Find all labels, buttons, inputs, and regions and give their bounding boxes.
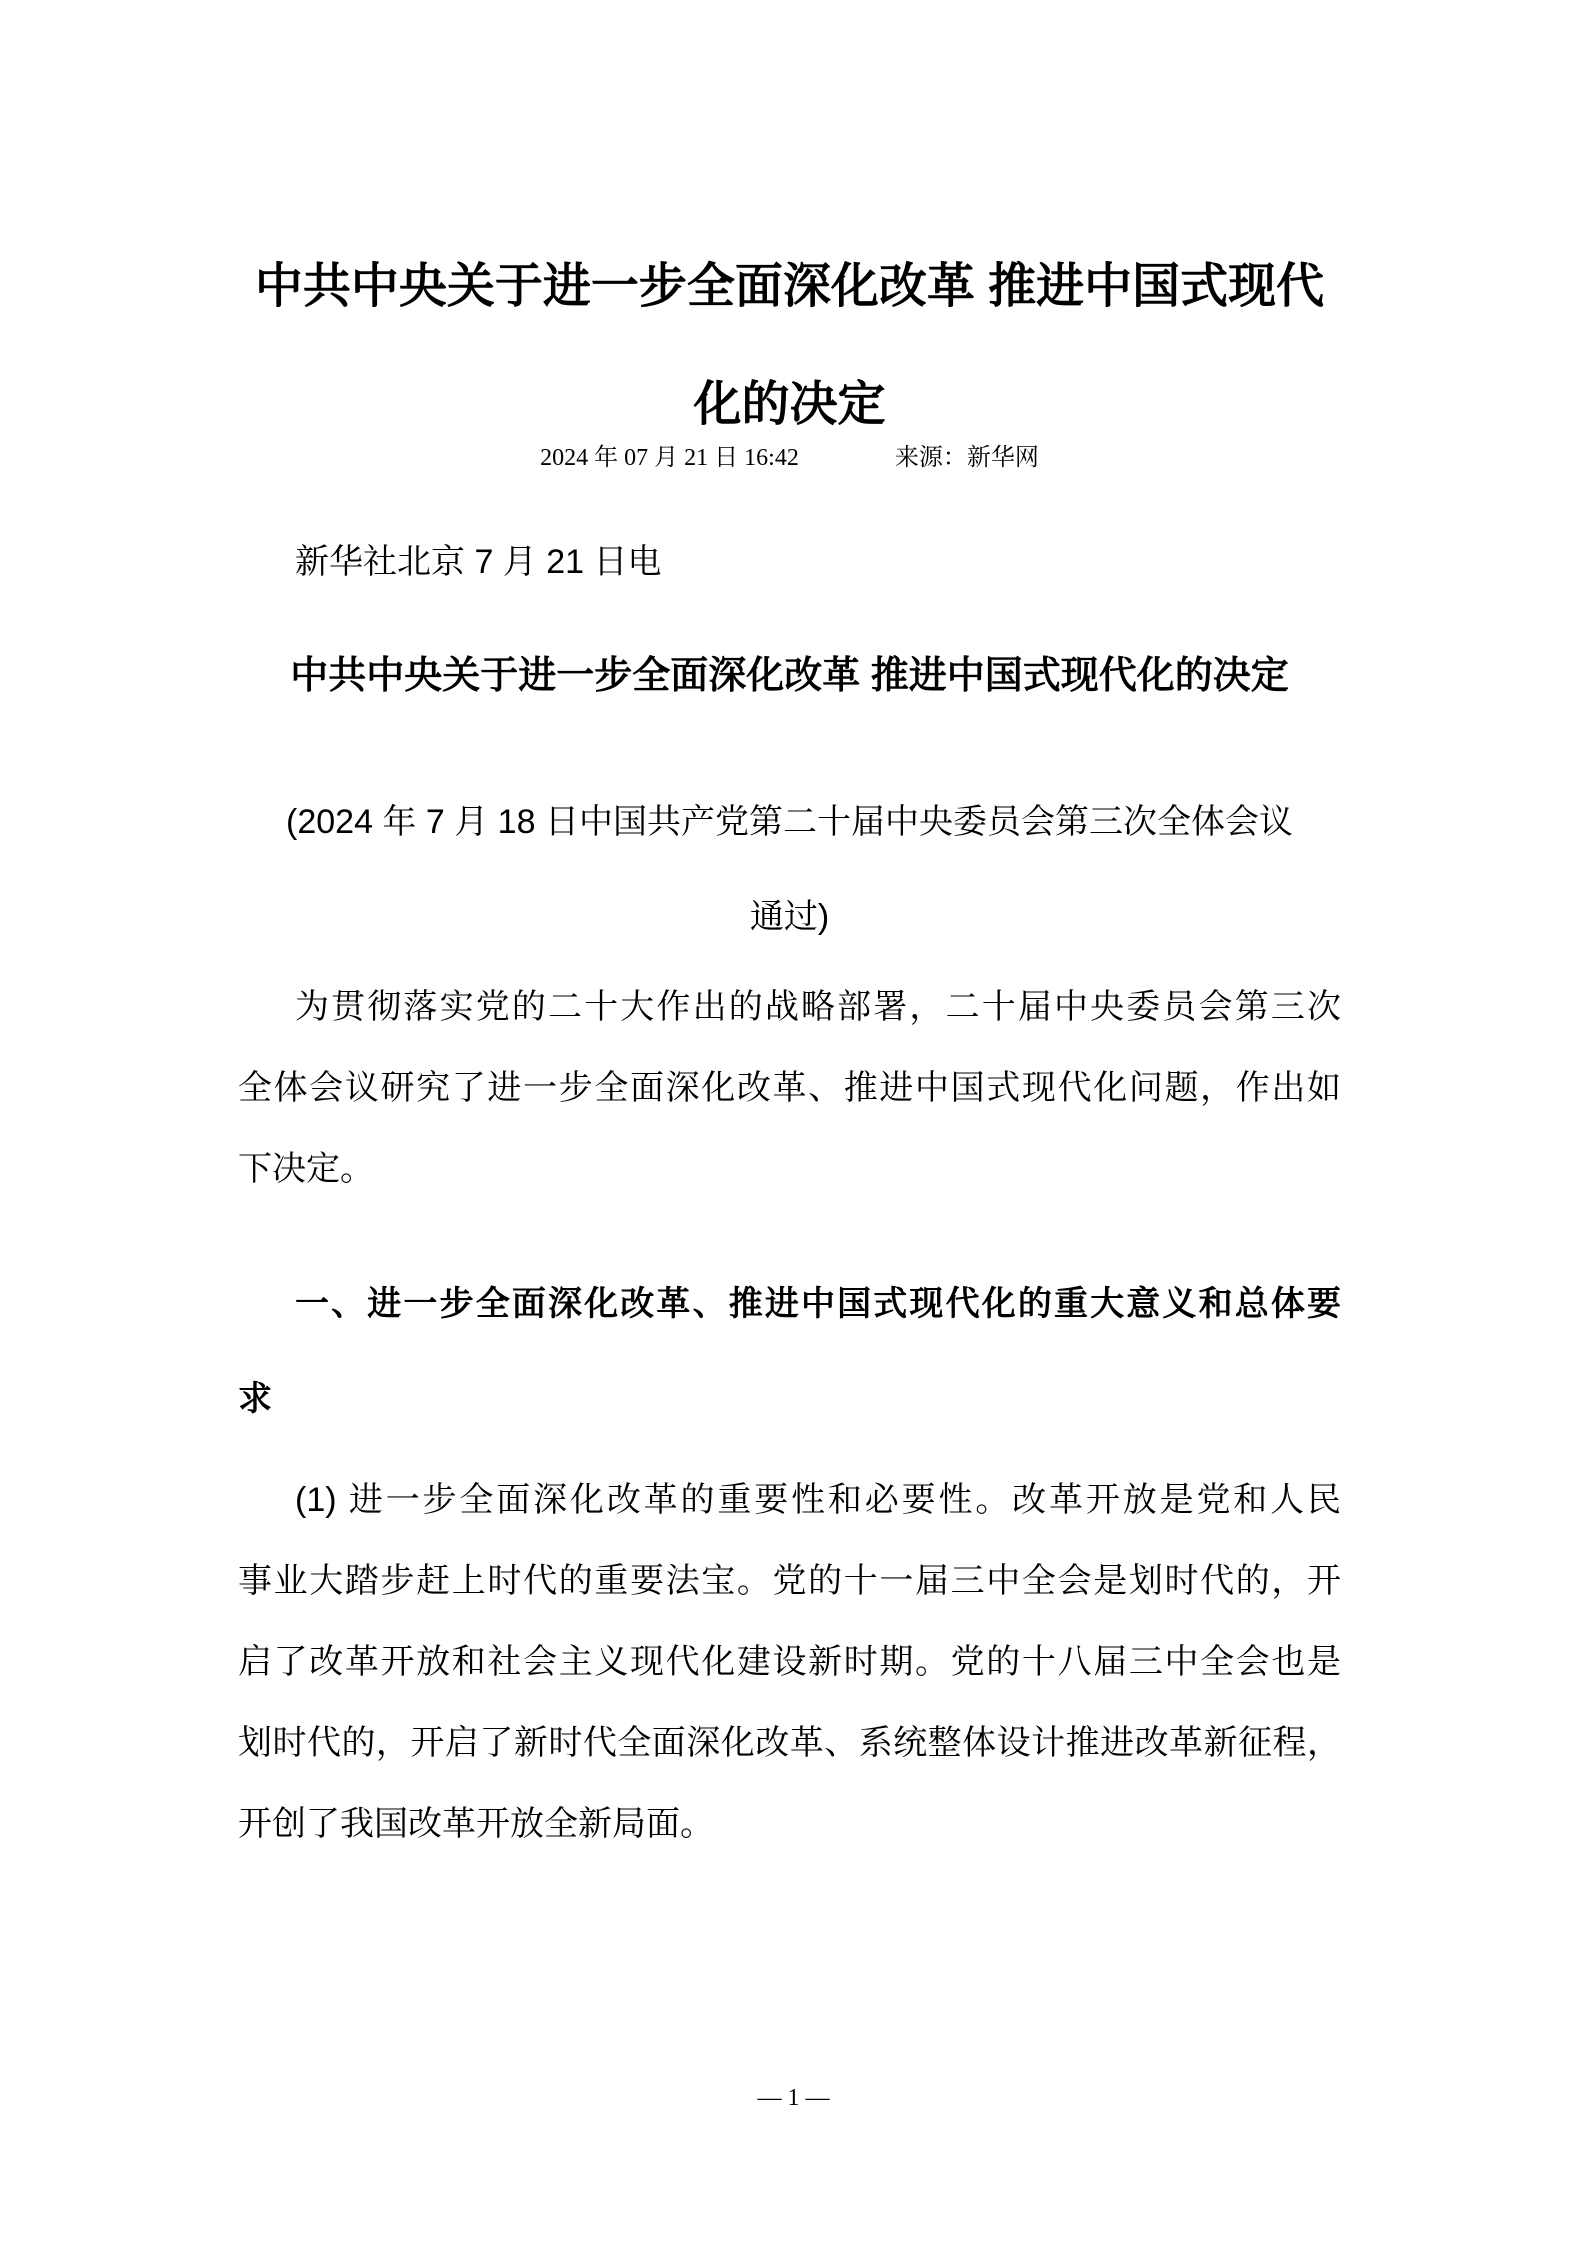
publish-datetime: 2024 年 07 月 21 日 16:42 bbox=[540, 445, 799, 471]
heading-line: 一、进一步全面深化改革、推进中国式现代化的重大意义和总体要 bbox=[295, 1285, 1341, 1323]
section-heading-1 bbox=[238, 1257, 1341, 1447]
paragraph-line: 开创了我国改革开放全新局面。 bbox=[238, 1805, 714, 1843]
paragraph-line: 全体会议研究了进一步全面深化改革、推进中国式现代化问题，作出如 bbox=[238, 1069, 1341, 1107]
passage-note bbox=[238, 775, 1341, 965]
paragraph-line: (1) 进一步全面深化改革的重要性和必要性。改革开放是党和人民 bbox=[295, 1481, 1341, 1519]
document-content bbox=[0, 228, 1587, 1865]
body-paragraph-2 bbox=[238, 1460, 1341, 1865]
body-paragraph-1 bbox=[238, 967, 1341, 1210]
meta-line bbox=[238, 440, 1341, 476]
paragraph-line: 划时代的，开启了新时代全面深化改革、系统整体设计推进改革新征程， bbox=[238, 1724, 1341, 1762]
passage-note-line-1: (2024 年 7 月 18 日中国共产党第二十届中央委员会第三次全体会议 bbox=[286, 803, 1293, 841]
paragraph-line: 为贯彻落实党的二十大作出的战略部署，二十届中央委员会第三次 bbox=[295, 988, 1341, 1026]
document-subtitle: 中共中央关于进一步全面深化改革 推进中国式现代化的决定 bbox=[290, 655, 1289, 697]
paragraph-line: 事业大踏步赶上时代的重要法宝。党的十一届三中全会是划时代的，开 bbox=[238, 1562, 1341, 1600]
paragraph-line: 下决定。 bbox=[238, 1150, 374, 1188]
passage-note-line-2: 通过) bbox=[749, 898, 830, 936]
paragraph-line: 启了改革开放和社会主义现代化建设新时期。党的十八届三中全会也是 bbox=[238, 1643, 1341, 1681]
dateline-paragraph: 新华社北京 7 月 21 日电 bbox=[295, 543, 662, 581]
heading-line: 求 bbox=[238, 1380, 272, 1418]
document-title-line-1: 中共中央关于进一步全面深化改革 推进中国式现代 bbox=[254, 260, 1325, 313]
source-label: 来源：新华网 bbox=[894, 445, 1039, 471]
document-title bbox=[238, 228, 1341, 464]
document-title-line-2: 化的决定 bbox=[693, 378, 886, 431]
page-number: — 1 — bbox=[757, 2085, 830, 2111]
